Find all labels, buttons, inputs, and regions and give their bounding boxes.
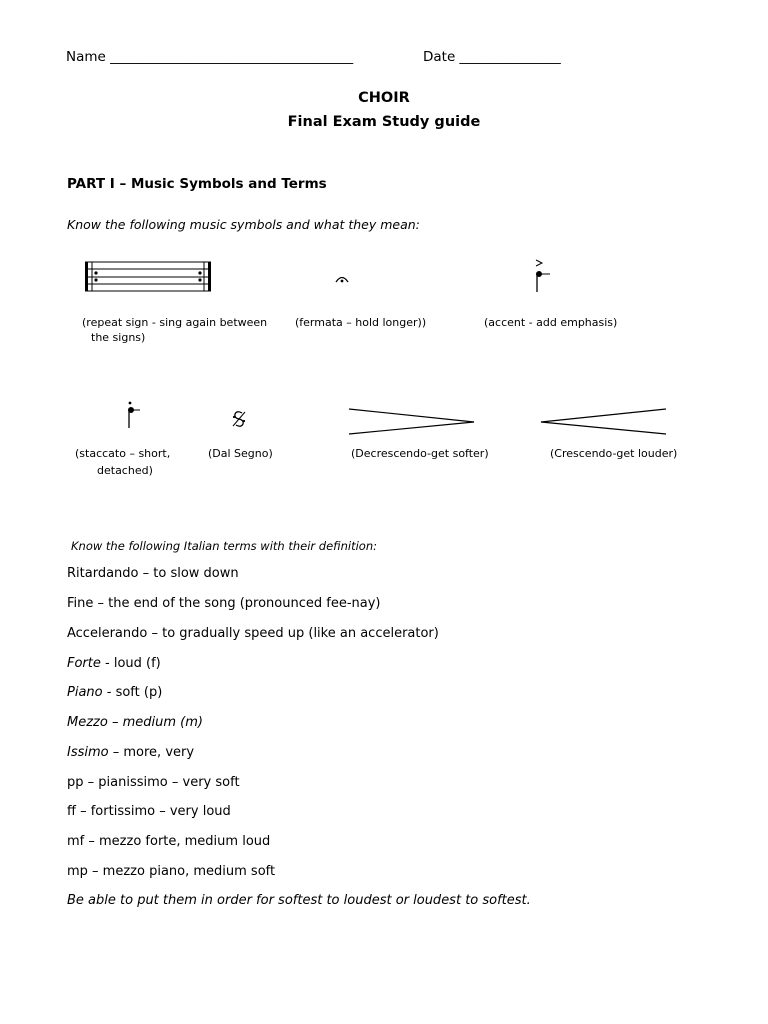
term-row [67, 685, 162, 700]
staccato-caption-cont: detached) [97, 464, 153, 477]
term-word: Piano [67, 685, 103, 700]
part-one-heading: PART I – Music Symbols and Terms [67, 176, 327, 192]
term-row [67, 566, 239, 581]
repeat-sign-caption: (repeat sign - sing again between [82, 316, 268, 329]
term-definition: - soft (p) [102, 685, 163, 700]
crescendo-icon [540, 406, 668, 436]
term-row [67, 745, 194, 760]
term-definition: – fortissimo – very loud [75, 804, 231, 819]
term-row [67, 626, 439, 641]
term-row [67, 864, 275, 879]
term-definition: – mezzo forte, medium loud [84, 834, 271, 849]
accent-caption: (accent - add emphasis) [484, 316, 618, 329]
dal-segno-caption: (Dal Segno) [208, 447, 273, 460]
repeat-sign-icon [80, 258, 216, 296]
term-row [67, 804, 231, 819]
document-title: CHOIR [358, 90, 410, 106]
fermata-icon [335, 274, 349, 284]
crescendo-caption: (Crescendo-get louder) [550, 447, 678, 460]
term-row [67, 834, 270, 849]
term-definition: – medium (m) [107, 715, 203, 730]
term-definition: - loud (f) [100, 656, 161, 671]
terms-instruction: Know the following Italian terms with their definition: [71, 539, 377, 553]
dal-segno-icon [232, 410, 246, 428]
term-word: Forte [67, 656, 101, 671]
term-word: mf [67, 834, 85, 849]
staccato-caption: (staccato – short, [75, 447, 171, 460]
fermata-caption: (fermata – hold longer)) [295, 316, 427, 329]
term-row [67, 775, 240, 790]
term-word: mp [67, 864, 88, 879]
decrescendo-icon [348, 406, 476, 436]
term-word: Accelerando [67, 626, 148, 641]
repeat-sign-caption-cont: the signs) [91, 331, 146, 344]
term-row [67, 715, 203, 730]
closing-note: Be able to put them in order for softest to loudest or loudest to softest. [67, 893, 531, 908]
term-definition: – more, very [108, 745, 195, 760]
term-word: Issimo [67, 745, 109, 760]
staccato-icon [120, 400, 144, 430]
term-word: pp [67, 775, 84, 790]
term-definition: – to slow down [138, 566, 239, 581]
term-definition: – mezzo piano, medium soft [87, 864, 276, 879]
term-word: Mezzo [67, 715, 108, 730]
decrescendo-caption: (Decrescendo-get softer) [351, 447, 489, 460]
symbols-instruction: Know the following music symbols and what they mean: [67, 217, 420, 232]
document-subtitle: Final Exam Study guide [287, 114, 481, 130]
term-word: Ritardando [67, 566, 139, 581]
term-word: Fine [67, 596, 94, 611]
term-definition: – to gradually speed up (like an accelerator) [147, 626, 439, 641]
term-word: ff [67, 804, 76, 819]
accent-icon [528, 258, 552, 294]
term-definition: – the end of the song (pronounced fee-nay) [93, 596, 381, 611]
term-definition: – pianissimo – very soft [83, 775, 240, 790]
term-row [67, 656, 161, 671]
term-row [67, 596, 381, 611]
date-field-label: Date _______________ [423, 49, 561, 65]
name-field-label: Name ____________________________________ [66, 49, 354, 65]
